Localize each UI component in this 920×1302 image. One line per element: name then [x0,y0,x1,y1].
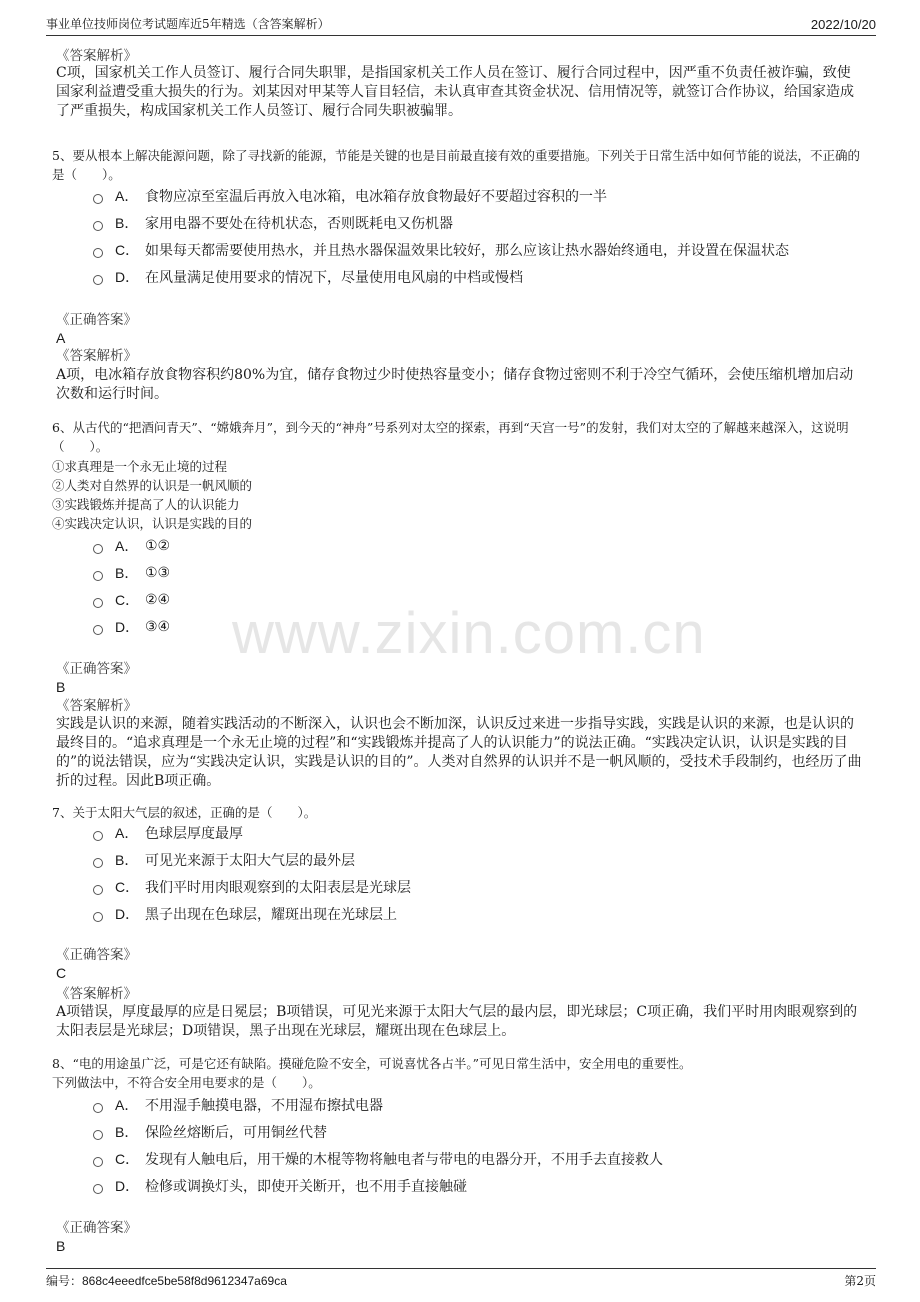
answer-label: 《正确答案》 [56,1220,137,1236]
correct-answer: B [56,679,66,695]
answer-label: 《正确答案》 [56,661,137,677]
page-footer [46,1268,876,1292]
radio-icon[interactable] [93,275,103,285]
correct-answer: A [56,330,66,346]
radio-icon[interactable] [93,912,103,922]
document-code: 编号：868c4eeedfce5be58f8d9612347a69ca [46,1274,287,1288]
question-5-option-b[interactable]: B． 家用电器不要处在待机状态，否则既耗电又伤机器 [93,212,873,234]
explanation-text: A项，电冰箱存放食物容积约80%为宜，储存食物过少时使热容量变小；储存食物过密则不利于冷空气循环，会使压缩机增加启动次数和运行时间。 [56,367,854,402]
statement: ②人类对自然界的认识是一帆风顺的 [52,478,253,493]
question-8-stem-line-2: 下列做法中，不符合安全用电要求的是（ ）。 [52,1075,321,1090]
radio-icon[interactable] [93,571,103,581]
question-7-stem: 7、关于太阳大气层的叙述，正确的是（ ）。 [52,805,317,820]
question-6-stem: 6、从古代的“把酒问青天”、“嫦娥奔月”，到今天的“神舟”号系列对太空的探索，再到“天宫一号”的发射，我们对太空的了解越来越深入，这说明（ ）。 [52,420,849,454]
watermark: www.zixin.com.cn [232,601,706,666]
explanation-text: 实践是认识的来源，随着实践活动的不断深入，认识也会不断加深，认识反过来进一步指导实践，实践是认识的来源，也是认识的最终目的。“追求真理是一个永无止境的过程”和“实践锻炼并提高了人的认识能力”的说法正确。“实践决定认识，认识是实践的目的”的说法错误，应为“实践决定认识，实践是认识的目的”。人类对自然界的认识并不是一帆风顺的，受技术手段制约，也经历了曲折的过程。因此B项正确。 [56,716,862,789]
explanation-label: 《答案解析》 [56,698,137,714]
correct-answer: C [56,965,67,981]
radio-icon[interactable] [93,598,103,608]
document-date: 2022/10/20 [810,17,876,32]
radio-icon[interactable] [93,858,103,868]
question-7-option-d[interactable]: D． 黑子出现在色球层，耀斑出现在光球层上 [93,903,873,925]
question-7-option-c[interactable]: C． 我们平时用肉眼观察到的太阳表层是光球层 [93,876,873,898]
question-8-option-d[interactable]: D． 检修或调换灯头，即使开关断开，也不用手直接触碰 [93,1175,873,1197]
radio-icon[interactable] [93,1130,103,1140]
statement: ④实践决定认识，认识是实践的目的 [52,516,253,531]
question-7-option-b[interactable]: B． 可见光来源于太阳大气层的最外层 [93,849,873,871]
page-header [46,12,876,36]
radio-icon[interactable] [93,194,103,204]
correct-answer: B [56,1238,66,1254]
document-title: 事业单位技师岗位考试题库近5年精选（含答案解析） [46,17,330,31]
question-5-option-a[interactable]: A． 食物应凉至室温后再放入电冰箱，电冰箱存放食物最好不要超过容积的一半 [93,185,873,207]
radio-icon[interactable] [93,831,103,841]
question-8-option-c[interactable]: C． 发现有人触电后，用干燥的木棍等物将触电者与带电的电器分开，不用手去直接救人 [93,1148,873,1170]
question-5-option-d[interactable]: D． 在风量满足使用要求的情况下，尽量使用电风扇的中档或慢档 [93,266,873,288]
explanation-text: A项错误，厚度最厚的应是日冕层；B项错误，可见光来源于太阳大气层的最内层，即光球层；C项正确，我们平时用肉眼观察到的太阳表层是光球层；D项错误，黑子出现在光球层，耀斑出现在色球层上。 [56,1004,858,1039]
question-7-option-a[interactable]: A． 色球层厚度最厚 [93,822,873,844]
page-number: 第2页 [844,1274,876,1288]
explanation-label: 《答案解析》 [56,986,137,1002]
radio-icon[interactable] [93,1103,103,1113]
question-8-option-a[interactable]: A． 不用湿手触摸电器，不用湿布擦拭电器 [93,1094,873,1116]
explanation-label: 《答案解析》 [56,48,137,64]
radio-icon[interactable] [93,1157,103,1167]
question-8-option-b[interactable]: B． 保险丝熔断后，可用铜丝代替 [93,1121,873,1143]
radio-icon[interactable] [93,1184,103,1194]
question-8-stem: 8、“电的用途虽广泛，可是它还有缺陷。摸碰危险不安全，可说喜忧各占半。”可见日常生活中，安全用电的重要性。 [52,1056,692,1071]
explanation-label: 《答案解析》 [56,348,137,364]
question-6-option-b[interactable]: B． ①③ [93,562,873,584]
statement: ①求真理是一个永无止境的过程 [52,459,228,474]
answer-label: 《正确答案》 [56,947,137,963]
explanation-text: C项，国家机关工作人员签订、履行合同失职罪，是指国家机关工作人员在签订、履行合同过程中，因严重不负责任被诈骗，致使国家利益遭受重大损失的行为。刘某因对甲某等人盲目轻信，未认真审查其资金状况、信用情况等，就签订合作协议，给国家造成了严重损失，构成国家机关工作人员签订、履行合同失职被骗罪。 [56,65,854,119]
question-6-option-a[interactable]: A． ①② [93,535,873,557]
question-6-option-c[interactable]: C． ②④ [93,589,873,611]
question-5-stem: 5、要从根本上解决能源问题，除了寻找新的能源，节能是关键的也是目前最直接有效的重要措施。下列关于日常生活中如何节能的说法，不正确的是（ ）。 [52,148,860,182]
radio-icon[interactable] [93,625,103,635]
statement: ③实践锻炼并提高了人的认识能力 [52,497,240,512]
radio-icon[interactable] [93,221,103,231]
answer-label: 《正确答案》 [56,312,137,328]
radio-icon[interactable] [93,544,103,554]
question-6-option-d[interactable]: D． ③④ [93,616,873,638]
radio-icon[interactable] [93,885,103,895]
question-5-option-c[interactable]: C． 如果每天都需要使用热水，并且热水器保温效果比较好，那么应该让热水器始终通电，并设置在保温状态 [93,239,873,261]
radio-icon[interactable] [93,248,103,258]
